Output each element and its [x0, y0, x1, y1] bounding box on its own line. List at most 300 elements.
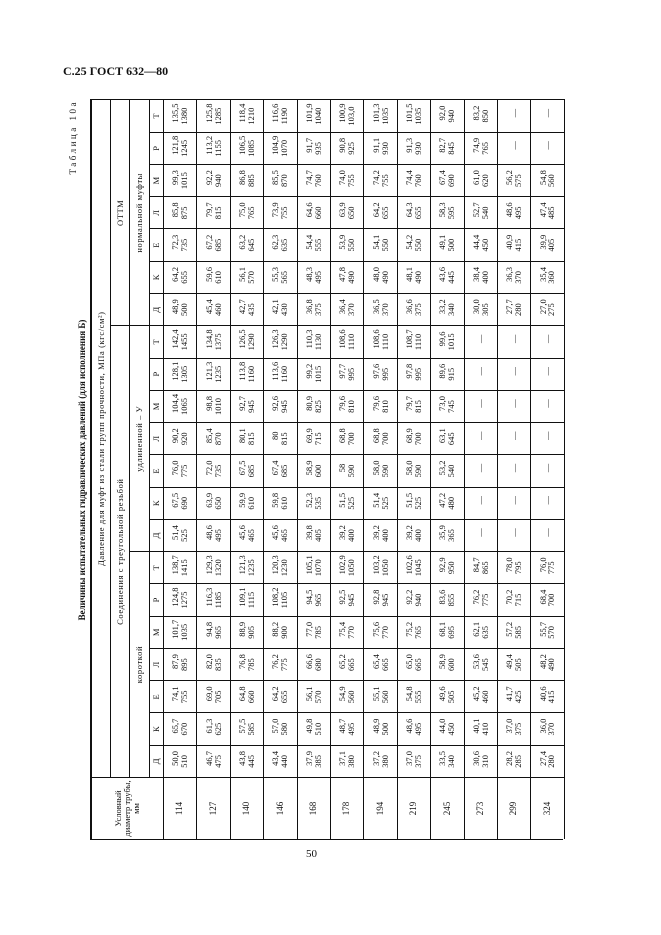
pressure-cell	[264, 680, 297, 712]
pressure-cell	[498, 616, 531, 648]
pressure-cell	[231, 132, 264, 164]
pressure-kgf: 535	[312, 496, 323, 510]
pressure-mpa: 83,6	[437, 589, 448, 605]
pressure-cell	[531, 164, 564, 196]
pressure-mpa: 138,7	[170, 555, 181, 575]
pressure-cell	[531, 551, 564, 583]
pressure-mpa: 79,7	[404, 396, 414, 411]
pressure-mpa: 108,6	[337, 329, 348, 349]
diameter-cell: 140	[231, 777, 264, 839]
pressure-cell	[465, 358, 498, 390]
pressure-cell	[431, 228, 464, 260]
pressure-kgf: 1235	[212, 365, 223, 383]
pressure-kgf: 550	[412, 238, 423, 252]
pressure-cell	[164, 293, 197, 325]
pressure-mpa: 84,7	[470, 557, 481, 573]
pressure-mpa: 61,0	[470, 170, 481, 186]
pressure-cell	[465, 132, 498, 164]
pressure-mpa: 45,2	[470, 686, 481, 702]
pressure-mpa: 77,0	[303, 621, 314, 637]
pressure-mpa: 68,1	[437, 621, 448, 637]
pressure-kgf: 785	[245, 658, 256, 671]
pressure-mpa: 82,7	[437, 137, 448, 153]
pressure-mpa: 65,0	[404, 654, 414, 670]
pressure-cell	[264, 293, 297, 325]
pressure-mpa: 44,0	[437, 718, 448, 734]
pressure-cell	[197, 293, 230, 325]
pressure-mpa: 57,0	[270, 718, 281, 734]
pressure-kgf: 940	[212, 174, 223, 187]
pressure-kgf: 425	[513, 690, 524, 704]
pressure-kgf: 810	[346, 400, 357, 413]
pressure-mpa: 39,8	[303, 525, 314, 540]
pressure-cell	[398, 196, 431, 228]
pressure-kgf: 400	[346, 529, 357, 542]
pressure-mpa: 45,6	[237, 525, 248, 540]
pressure-kgf: 540	[446, 464, 457, 478]
pressure-mpa: 48,9	[170, 299, 181, 315]
pressure-mpa: 97,8	[404, 363, 414, 379]
pressure-kgf: 370	[379, 303, 390, 317]
pressure-kgf: 405	[546, 238, 557, 252]
pressure-mpa: —	[508, 431, 519, 440]
pressure-kgf: 495	[346, 722, 357, 736]
pressure-cell	[298, 422, 331, 454]
pressure-kgf: 845	[446, 141, 457, 155]
grade-header: Д	[150, 293, 164, 325]
pressure-mpa: 52,7	[470, 202, 481, 218]
pressure-mpa: 67,4	[437, 170, 448, 186]
pressure-cell	[231, 293, 264, 325]
pressure-mpa: 101,9	[303, 103, 314, 123]
pressure-cell	[431, 616, 464, 648]
pressure-kgf: 370	[546, 722, 557, 736]
pressure-mpa: 37,9	[303, 750, 314, 766]
pressure-mpa: 92,5	[337, 589, 348, 605]
pressure-kgf: 655	[412, 206, 423, 220]
pressure-cell	[231, 325, 264, 357]
pressure-cell	[231, 616, 264, 648]
pressure-cell	[498, 712, 531, 744]
pressure-mpa: 35,9	[437, 525, 448, 540]
pressure-mpa: 39,9	[537, 234, 548, 250]
pressure-mpa: —	[475, 366, 486, 376]
pressure-cell	[398, 358, 431, 390]
pressure-cell	[298, 487, 331, 519]
pressure-kgf: 765	[412, 625, 423, 639]
pressure-mpa: 98,8	[203, 396, 214, 411]
pressure-mpa: 76,0	[537, 557, 548, 573]
pressure-mpa: 65,2	[337, 654, 348, 670]
pressure-cell	[364, 648, 397, 680]
pressure-mpa: 33,5	[437, 750, 448, 766]
pressure-kgf: 415	[513, 238, 524, 252]
pressure-kgf: 505	[513, 658, 524, 671]
pressure-kgf: 465	[245, 529, 256, 542]
pressure-cell	[465, 293, 498, 325]
pressure-cell	[231, 261, 264, 293]
pressure-kgf: 680	[312, 658, 323, 671]
diameter-cell: 299	[498, 777, 531, 839]
pressure-kgf: 490	[412, 271, 423, 284]
pressure-cell	[364, 487, 397, 519]
pressure-kgf: 1050	[346, 559, 357, 577]
pressure-cell	[298, 454, 331, 486]
diameter-cell: 146	[264, 777, 297, 839]
pressure-mpa: 48,3	[303, 266, 314, 282]
pressure-cell	[331, 712, 364, 744]
pressure-kgf: 815	[245, 432, 256, 446]
pressure-cell	[498, 519, 531, 551]
pressure-mpa: 94,8	[203, 621, 214, 637]
pressure-kgf: 490	[346, 271, 357, 284]
pressure-cell	[498, 358, 531, 390]
pressure-mpa: 27,0	[537, 299, 548, 315]
pressure-mpa: 58,0	[370, 460, 381, 476]
pressure-kgf: 755	[279, 206, 290, 220]
pressure-kgf: 945	[279, 400, 290, 413]
pressure-mpa: 65,7	[170, 718, 181, 734]
pressure-kgf: 565	[279, 271, 290, 284]
pressure-cell	[264, 454, 297, 486]
pressure-cell	[231, 196, 264, 228]
pressure-kgf: 1210	[245, 107, 256, 125]
pressure-cell	[231, 648, 264, 680]
pressure-kgf: 585	[245, 722, 256, 736]
pressure-mpa: 74,9	[470, 137, 481, 153]
pressure-mpa: 75,2	[404, 621, 414, 637]
pressure-cell	[331, 519, 364, 551]
pressure-kgf: 495	[513, 206, 524, 220]
pressure-kgf: 620	[479, 174, 490, 187]
pressure-mpa: 74,4	[404, 170, 414, 186]
pressure-mpa: 27,4	[537, 750, 548, 766]
pressure-mpa: —	[475, 496, 486, 505]
pressure-cell	[364, 519, 397, 551]
pressure-mpa: 42,7	[237, 299, 248, 315]
table-title: Величины испытательных гидравлических давлений (для исполнения Б)	[77, 319, 87, 621]
pressure-kgf: 670	[179, 722, 190, 736]
pressure-cell	[364, 422, 397, 454]
pressure-kgf: 700	[546, 593, 557, 607]
pressure-mpa: 116,3	[203, 587, 214, 607]
pressure-kgf: 1070	[312, 559, 323, 577]
pressure-kgf: 405	[312, 529, 323, 542]
pressure-cell	[465, 519, 498, 551]
pressure-mpa: 48,7	[337, 718, 348, 734]
pressure-cell	[364, 325, 397, 357]
pressure-kgf: 870	[279, 174, 290, 187]
pressure-cell	[431, 164, 464, 196]
pressure-mpa: 46,7	[203, 750, 214, 766]
pressure-mpa: 51,4	[170, 525, 181, 540]
pressure-kgf: 590	[379, 464, 390, 478]
pressure-mpa: 37,2	[370, 750, 381, 766]
pressure-kgf: 705	[212, 690, 223, 704]
pressure-mpa: —	[542, 399, 553, 408]
pressure-kgf: 835	[212, 658, 223, 671]
pressure-kgf: 770	[379, 625, 390, 639]
pressure-cell	[164, 680, 197, 712]
pressure-kgf: 370	[346, 303, 357, 317]
pressure-cell	[331, 422, 364, 454]
pressure-cell	[465, 422, 498, 454]
pressure-kgf: 410	[479, 722, 490, 736]
pressure-kgf: 560	[346, 690, 357, 704]
pressure-cell	[364, 712, 397, 744]
pressure-cell	[431, 454, 464, 486]
table-label: Таблица 10а	[68, 100, 78, 175]
pressure-mpa: 54,2	[404, 234, 414, 250]
pressure-cell	[164, 325, 197, 357]
pressure-mpa: 63,1	[437, 428, 448, 444]
pressure-cell	[331, 454, 364, 486]
pressure-cell	[197, 99, 230, 131]
grade-header: Д	[150, 519, 164, 551]
pressure-cell	[197, 261, 230, 293]
pressure-cell	[197, 358, 230, 390]
pressure-cell	[264, 583, 297, 615]
pressure-cell	[197, 551, 230, 583]
pressure-mpa: 102,6	[404, 555, 414, 575]
pressure-kgf: 445	[245, 755, 256, 768]
grade-header: М	[150, 164, 164, 196]
pressure-mpa: 103,2	[370, 555, 381, 575]
pressure-mpa: 92,8	[370, 589, 381, 605]
pressure-mpa: 126,5	[237, 329, 248, 349]
pressure-cell	[231, 99, 264, 131]
pressure-kgf: 760	[312, 174, 323, 187]
pressure-mpa: 99,3	[170, 170, 181, 186]
pressure-cell	[498, 99, 531, 131]
pressure-mpa: —	[542, 141, 553, 150]
pressure-mpa: 121,8	[170, 135, 181, 155]
pressure-kgf: 490	[379, 271, 390, 284]
pressure-mpa: 142,4	[170, 329, 181, 349]
pressure-cell	[465, 390, 498, 422]
pressure-mpa: 64,3	[404, 202, 414, 218]
pressure-kgf: 920	[179, 432, 190, 446]
grade-header: Л	[150, 196, 164, 228]
pressure-cell	[364, 293, 397, 325]
pressure-kgf: 870	[212, 432, 223, 446]
pressure-cell	[164, 132, 197, 164]
pressure-kgf: 385	[312, 755, 323, 768]
pressure-kgf: 995	[346, 367, 357, 381]
pressure-cell	[264, 261, 297, 293]
pressure-cell	[498, 390, 531, 422]
pressure-cell	[164, 196, 197, 228]
pressure-kgf: 465	[279, 529, 290, 542]
pressure-cell	[331, 99, 364, 131]
pressure-cell	[164, 551, 197, 583]
grade-header: М	[150, 390, 164, 422]
pressure-mpa: 64,2	[370, 202, 381, 218]
pressure-mpa: 128,1	[170, 361, 181, 381]
pressure-cell	[498, 325, 531, 357]
pressure-kgf: 765	[479, 141, 490, 155]
pressure-kgf: 945	[346, 593, 357, 607]
pressure-kgf: 735	[212, 464, 223, 478]
pressure-mpa: —	[542, 366, 553, 376]
pressure-cell	[331, 164, 364, 196]
pressure-mpa: 47,8	[337, 266, 348, 282]
pressure-cell	[431, 293, 464, 325]
pressure-cell	[398, 519, 431, 551]
pressure-kgf: 415	[546, 690, 557, 704]
diameter-header: Условный диаметр трубы, мм	[92, 777, 164, 839]
pressure-mpa: 80,9	[303, 396, 314, 411]
pressure-mpa: 108,2	[270, 587, 281, 607]
pressure-mpa: 89,6	[437, 363, 448, 379]
pressure-mpa: 101,3	[370, 103, 381, 123]
pressure-kgf: 1110	[379, 333, 390, 351]
pressure-cell	[398, 132, 431, 164]
pressure-cell	[431, 261, 464, 293]
pressure-mpa: 39,2	[370, 525, 381, 540]
pressure-cell	[398, 616, 431, 648]
pressure-kgf: 610	[245, 496, 256, 510]
grade-header: К	[150, 261, 164, 293]
pressure-kgf: 645	[446, 432, 457, 446]
pressure-cell	[431, 99, 464, 131]
pressure-mpa: —	[508, 399, 519, 408]
pressure-kgf: 885	[245, 174, 256, 187]
pressure-mpa: 54,4	[303, 234, 314, 250]
pressure-mpa: 75,6	[370, 621, 381, 637]
diameter-cell: 114	[164, 777, 197, 839]
pressure-kgf: 940	[412, 593, 423, 607]
pressure-mpa: 35,4	[537, 266, 548, 282]
pressure-mpa: 68,9	[404, 428, 414, 444]
pressure-mpa: 57,5	[237, 718, 248, 734]
pressure-kgf: 895	[179, 658, 190, 671]
pressure-mpa: 110,3	[303, 329, 314, 349]
pressure-mpa: 66,6	[303, 654, 314, 670]
pressure-mpa: 44,4	[470, 234, 481, 250]
pressure-mpa: 74,7	[303, 170, 314, 186]
pressure-mpa: 67,2	[203, 234, 214, 250]
grade-header: Т	[150, 99, 164, 131]
pressure-mpa: 64,6	[303, 202, 314, 218]
pressure-kgf: 400	[379, 529, 390, 542]
pressure-cell	[298, 99, 331, 131]
pressure-kgf: 810	[379, 400, 390, 413]
pressure-kgf: 930	[379, 141, 390, 155]
pressure-kgf: 1285	[212, 107, 223, 125]
pressure-cell	[465, 551, 498, 583]
pressure-kgf: 103,0	[346, 106, 357, 126]
pressure-cell	[231, 422, 264, 454]
pressure-mpa: 53,9	[337, 234, 348, 250]
pressure-mpa: 80	[270, 431, 281, 440]
pressure-kgf: 550	[379, 238, 390, 252]
pressure-cell	[465, 228, 498, 260]
pressure-kgf: 1290	[245, 333, 256, 351]
grade-header: Р	[150, 132, 164, 164]
pressure-kgf: 475	[212, 755, 223, 768]
pressure-kgf: 545	[479, 658, 490, 671]
pressure-kgf: 915	[446, 367, 457, 381]
pressure-mpa: 53,6	[470, 654, 481, 670]
pressure-mpa: 105,1	[303, 555, 314, 575]
pressure-mpa: 82,0	[203, 654, 214, 670]
pressure-cell	[164, 487, 197, 519]
pressure-mpa: —	[508, 463, 519, 473]
pressure-cell	[498, 228, 531, 260]
pressure-mpa: —	[542, 496, 553, 505]
pressure-cell	[364, 616, 397, 648]
diameter-cell: 127	[197, 777, 230, 839]
pressure-mpa: 88,9	[237, 621, 248, 637]
pressure-cell	[498, 487, 531, 519]
pressure-cell	[264, 132, 297, 164]
pressure-mpa: 92,2	[203, 170, 214, 186]
pressure-mpa: 30,0	[470, 299, 481, 315]
pressure-kgf: 1085	[245, 139, 256, 157]
pressure-mpa: —	[542, 108, 553, 118]
pressure-mpa: —	[475, 334, 486, 344]
pressure-mpa: 53,2	[437, 460, 448, 476]
pressure-mpa: 61,3	[203, 718, 214, 734]
pressure-kgf: 755	[379, 174, 390, 187]
pressure-kgf: 500	[446, 238, 457, 252]
pressure-kgf: 1160	[279, 365, 290, 383]
pressure-cell	[197, 390, 230, 422]
pressure-mpa: 121,3	[237, 555, 248, 575]
pressure-kgf: 1130	[312, 333, 323, 351]
pressure-kgf: 490	[546, 658, 557, 671]
pressure-kgf: 825	[312, 400, 323, 413]
pressure-cell	[298, 680, 331, 712]
pressure-kgf: 1045	[412, 559, 423, 577]
pressure-kgf: 380	[346, 755, 357, 768]
rotated-table-frame	[68, 100, 563, 840]
pressure-mpa: 59,8	[270, 492, 281, 508]
pressure-cell	[431, 712, 464, 744]
pressure-mpa: 55,7	[537, 621, 548, 637]
pressure-cell	[231, 551, 264, 583]
pressure-cell	[331, 583, 364, 615]
pressure-mpa: 45,6	[270, 525, 281, 540]
pressure-cell	[231, 745, 264, 777]
pressure-cell	[398, 164, 431, 196]
grade-header: Т	[150, 551, 164, 583]
pressure-mpa: 121,3	[203, 361, 214, 381]
pressure-mpa: 42,1	[270, 299, 281, 315]
pressure-kgf: 595	[446, 206, 457, 220]
pressure-kgf: 285	[513, 755, 524, 768]
pressure-mpa: 55,3	[270, 266, 281, 282]
pressure-cell	[498, 422, 531, 454]
pressure-mpa: 57,2	[504, 621, 515, 637]
pressure-cell	[264, 358, 297, 390]
pressure-cell	[431, 196, 464, 228]
pressure-kgf: 715	[513, 593, 524, 607]
pressure-cell	[364, 745, 397, 777]
pressure-cell	[197, 132, 230, 164]
pressure-mpa: 118,4	[237, 103, 248, 123]
pressure-mpa: 62,3	[270, 234, 281, 250]
pressure-kgf: 775	[479, 593, 490, 607]
pressure-kgf: 555	[412, 690, 423, 704]
pressure-kgf: 570	[546, 625, 557, 639]
pressure-mpa: 36,6	[404, 299, 414, 315]
pressure-mpa: 91,1	[370, 137, 381, 153]
pressure-mpa: 37,0	[504, 718, 515, 734]
pressure-kgf: 500	[379, 722, 390, 736]
triangular-thread-header: Соединения с треугольной резьбой	[111, 325, 130, 777]
